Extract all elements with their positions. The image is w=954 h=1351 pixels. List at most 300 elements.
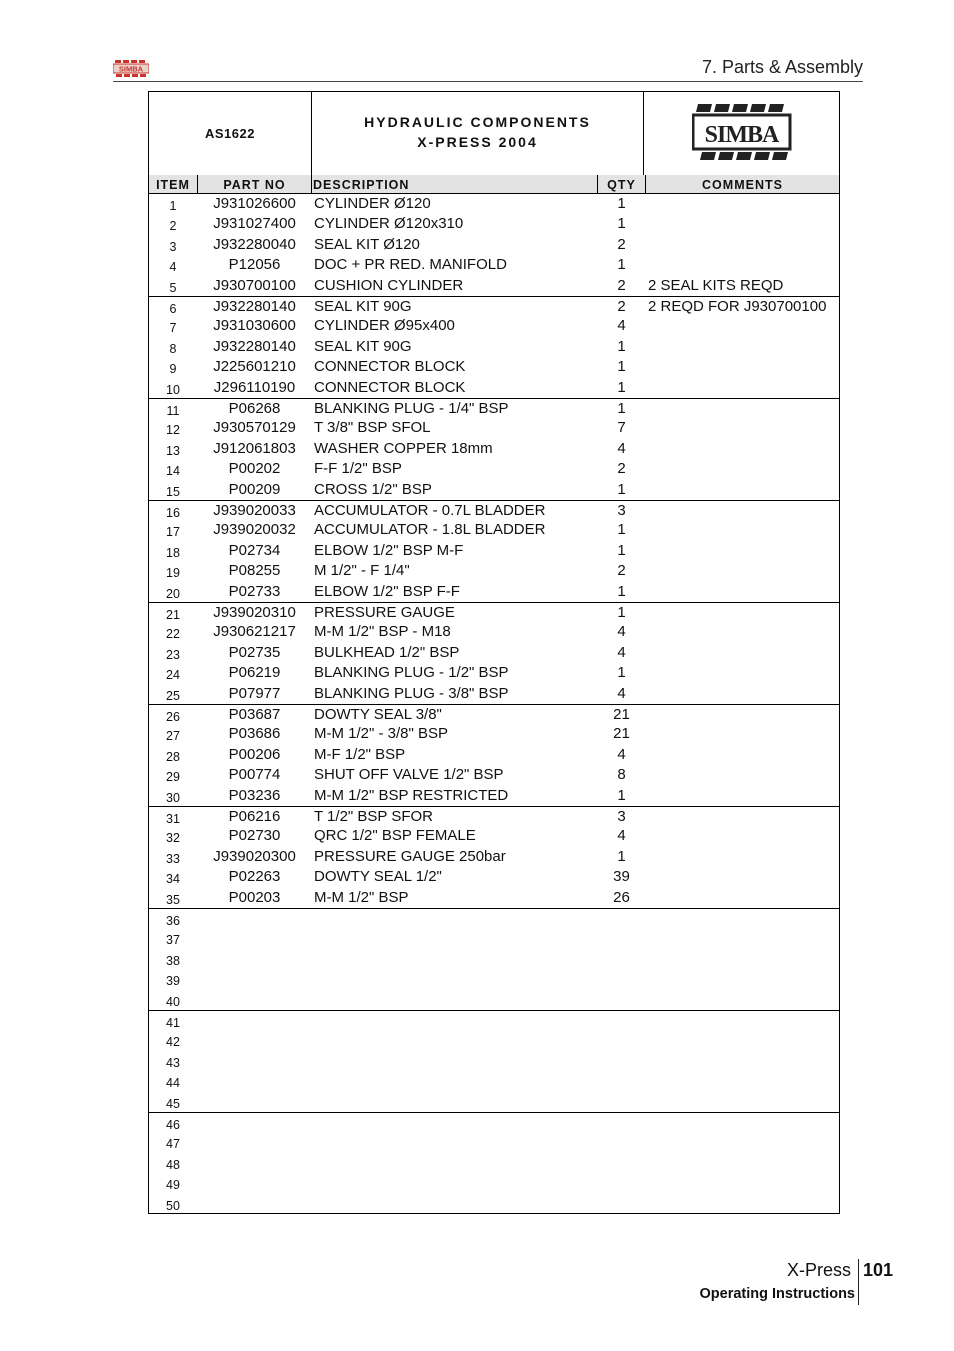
cell-comments bbox=[648, 1030, 841, 1050]
cell-item: 15 bbox=[166, 484, 180, 499]
cell-item: 20 bbox=[166, 586, 180, 601]
cell-description bbox=[314, 1194, 598, 1214]
cell-part-no bbox=[198, 1092, 311, 1112]
cell-comments bbox=[648, 418, 841, 438]
table-row bbox=[149, 745, 839, 765]
col-comments: COMMENTS bbox=[702, 178, 783, 192]
cell-qty: 1 bbox=[617, 195, 626, 212]
header-rule bbox=[113, 81, 863, 82]
cell-part-no bbox=[198, 1113, 311, 1133]
cell-qty bbox=[598, 1071, 645, 1091]
cell-part-no: J939020032 bbox=[213, 521, 296, 539]
cell-comments bbox=[648, 684, 841, 704]
cell-comments bbox=[648, 214, 841, 234]
table-row bbox=[149, 194, 839, 214]
table-row bbox=[149, 1051, 839, 1071]
cell-part-no: P03687 bbox=[228, 706, 281, 723]
cell-description: BLANKING PLUG - 1/2" BSP bbox=[314, 664, 509, 682]
table-row bbox=[149, 928, 839, 948]
cell-qty: 1 bbox=[617, 378, 626, 396]
cell-description: M-M 1/2" BSP - M18 bbox=[314, 623, 451, 641]
cell-part-no: J930621217 bbox=[213, 623, 296, 641]
cell-comments bbox=[648, 520, 841, 540]
cell-description: SHUT OFF VALVE 1/2" BSP bbox=[314, 766, 504, 784]
cell-description: WASHER COPPER 18mm bbox=[314, 439, 493, 457]
cell-comments bbox=[648, 501, 841, 521]
cell-description: F-F 1/2" BSP bbox=[314, 460, 402, 478]
table-row bbox=[149, 1194, 839, 1214]
cell-qty: 1 bbox=[617, 337, 626, 355]
cell-qty bbox=[598, 949, 645, 969]
title-box bbox=[149, 92, 839, 176]
table-row bbox=[149, 1010, 839, 1031]
assembly-title-line2: X-PRESS 2004 bbox=[417, 134, 538, 150]
column-header-row bbox=[149, 175, 839, 194]
cell-item: 28 bbox=[166, 749, 180, 764]
table-row bbox=[149, 1030, 839, 1050]
cell-description: CROSS 1/2" BSP bbox=[314, 480, 432, 498]
parts-sheet bbox=[148, 91, 840, 1214]
table-row bbox=[149, 561, 839, 581]
cell-comments bbox=[648, 663, 841, 683]
table-row bbox=[149, 602, 839, 623]
cell-item: 2 bbox=[169, 219, 177, 234]
cell-part-no: J931030600 bbox=[213, 317, 296, 335]
cell-comments bbox=[648, 826, 841, 846]
cell-item: 42 bbox=[166, 1035, 180, 1050]
cell-item: 41 bbox=[166, 1016, 180, 1030]
cell-part-no: P12056 bbox=[228, 256, 281, 274]
brand-logo-text: SIMBA bbox=[704, 121, 779, 148]
cell-comments: 2 SEAL KITS REQD bbox=[648, 276, 784, 294]
cell-qty: 4 bbox=[617, 745, 626, 763]
cell-part-no bbox=[198, 1011, 311, 1031]
cell-comments bbox=[648, 909, 841, 929]
cell-description: M-M 1/2" - 3/8" BSP bbox=[314, 725, 449, 743]
cell-description: CONNECTOR BLOCK bbox=[314, 378, 466, 396]
cell-qty: 1 bbox=[617, 604, 626, 621]
col-qty: QTY bbox=[598, 175, 646, 193]
cell-part-no bbox=[198, 1153, 311, 1173]
cell-comments: 2 REQD FOR J930700100 bbox=[648, 298, 827, 315]
cell-part-no: J930700100 bbox=[213, 276, 296, 294]
page-number: 101 bbox=[863, 1260, 894, 1280]
cell-description: ELBOW 1/2" BSP F-F bbox=[314, 582, 460, 600]
cell-comments bbox=[648, 1092, 841, 1112]
table-row bbox=[149, 296, 839, 317]
cell-comments bbox=[648, 786, 841, 806]
cell-qty: 1 bbox=[617, 786, 626, 804]
table-row bbox=[149, 500, 839, 521]
table-row bbox=[149, 1071, 839, 1091]
cell-qty bbox=[598, 990, 645, 1010]
cell-item: 19 bbox=[166, 566, 180, 581]
table-row bbox=[149, 1112, 839, 1133]
table-row bbox=[149, 520, 839, 540]
cell-item: 33 bbox=[166, 851, 180, 866]
cell-qty: 4 bbox=[617, 643, 626, 661]
cell-description: CYLINDER Ø120 bbox=[314, 195, 431, 212]
cell-description: DOC + PR RED. MANIFOLD bbox=[314, 256, 507, 274]
footer-divider bbox=[858, 1259, 859, 1305]
cell-comments bbox=[648, 643, 841, 663]
cell-item: 47 bbox=[166, 1137, 180, 1152]
cell-part-no: P02735 bbox=[228, 643, 281, 661]
cell-item: 38 bbox=[166, 953, 180, 968]
table-row bbox=[149, 398, 839, 419]
cell-qty: 2 bbox=[617, 235, 626, 253]
cell-comments bbox=[648, 603, 841, 623]
cell-qty: 4 bbox=[617, 623, 626, 641]
cell-item: 17 bbox=[166, 525, 180, 540]
cell-qty bbox=[598, 928, 645, 948]
table-row bbox=[149, 724, 839, 744]
cell-part-no: P03686 bbox=[228, 725, 281, 743]
cell-description bbox=[314, 1071, 598, 1091]
cell-part-no: P02734 bbox=[228, 541, 281, 559]
table-row bbox=[149, 847, 839, 867]
cell-qty: 39 bbox=[613, 868, 630, 886]
cell-part-no: P07977 bbox=[228, 684, 281, 702]
table-row bbox=[149, 1132, 839, 1152]
header-logo-text: SIMBA bbox=[118, 64, 144, 74]
table-row bbox=[149, 276, 839, 296]
table-row bbox=[149, 214, 839, 234]
cell-description: ELBOW 1/2" BSP M-F bbox=[314, 541, 464, 559]
cell-part-no: P06216 bbox=[228, 808, 281, 825]
cell-part-no: J930570129 bbox=[213, 419, 296, 437]
cell-item: 4 bbox=[169, 260, 177, 275]
cell-comments bbox=[648, 255, 841, 275]
cell-part-no: P00209 bbox=[228, 480, 281, 498]
table-row bbox=[149, 337, 839, 357]
cell-comments bbox=[648, 807, 841, 827]
cell-comments bbox=[648, 867, 841, 887]
table-row bbox=[149, 1173, 839, 1193]
cell-description: CYLINDER Ø120x310 bbox=[314, 215, 464, 233]
cell-item: 6 bbox=[169, 302, 177, 316]
cell-description bbox=[314, 990, 598, 1010]
cell-item: 25 bbox=[166, 688, 180, 703]
cell-part-no bbox=[198, 1194, 311, 1214]
cell-comments bbox=[648, 847, 841, 867]
cell-comments bbox=[648, 357, 841, 377]
cell-part-no: J912061803 bbox=[213, 439, 296, 457]
cell-comments bbox=[648, 1173, 841, 1193]
cell-comments bbox=[648, 235, 841, 255]
cell-item: 14 bbox=[166, 464, 180, 479]
cell-item: 1 bbox=[169, 199, 177, 213]
cell-comments bbox=[648, 969, 841, 989]
cell-comments bbox=[648, 1071, 841, 1091]
cell-item: 16 bbox=[166, 506, 180, 520]
table-row bbox=[149, 480, 839, 500]
cell-item: 46 bbox=[166, 1118, 180, 1132]
section-title: 7. Parts & Assembly bbox=[701, 57, 863, 77]
footer-product: X-Press bbox=[787, 1260, 852, 1280]
cell-qty: 7 bbox=[617, 419, 626, 437]
cell-part-no: J296110190 bbox=[213, 378, 296, 396]
cell-description: ACCUMULATOR - 1.8L BLADDER bbox=[314, 521, 546, 539]
table-row bbox=[149, 990, 839, 1010]
table-row bbox=[149, 969, 839, 989]
cell-qty: 3 bbox=[617, 808, 626, 825]
table-row bbox=[149, 459, 839, 479]
cell-item: 9 bbox=[169, 362, 177, 377]
assembly-code: AS1622 bbox=[149, 92, 312, 175]
cell-comments bbox=[648, 561, 841, 581]
table-row bbox=[149, 418, 839, 438]
cell-comments bbox=[648, 1011, 841, 1031]
cell-item: 5 bbox=[169, 280, 177, 295]
cell-item: 39 bbox=[166, 974, 180, 989]
cell-item: 3 bbox=[169, 239, 177, 254]
cell-item: 26 bbox=[166, 710, 180, 724]
cell-item: 29 bbox=[166, 770, 180, 785]
cell-qty: 1 bbox=[617, 847, 626, 865]
cell-description: BLANKING PLUG - 3/8" BSP bbox=[314, 684, 509, 702]
cell-part-no: J939020310 bbox=[213, 604, 296, 621]
footer-subtitle: Operating Instructions bbox=[699, 1286, 855, 1302]
cell-description: BULKHEAD 1/2" BSP bbox=[314, 643, 460, 661]
col-description: DESCRIPTION bbox=[313, 175, 598, 193]
cell-qty bbox=[598, 1153, 645, 1173]
cell-part-no: P03236 bbox=[228, 786, 281, 804]
table-row bbox=[149, 826, 839, 846]
table-row bbox=[149, 908, 839, 929]
cell-description bbox=[314, 1173, 598, 1193]
table-row bbox=[149, 867, 839, 887]
cell-part-no: P06268 bbox=[228, 400, 281, 417]
cell-description: PRESSURE GAUGE bbox=[314, 604, 455, 621]
table-row bbox=[149, 622, 839, 642]
table-row bbox=[149, 357, 839, 377]
cell-comments bbox=[648, 1113, 841, 1133]
cell-description: M 1/2" - F 1/4" bbox=[314, 562, 410, 580]
cell-part-no bbox=[198, 1030, 311, 1050]
cell-part-no: P06219 bbox=[228, 664, 281, 682]
cell-description: M-F 1/2" BSP bbox=[314, 745, 406, 763]
assembly-title-line1: HYDRAULIC COMPONENTS bbox=[364, 114, 591, 130]
table-row bbox=[149, 806, 839, 827]
cell-part-no bbox=[198, 990, 311, 1010]
table-row bbox=[149, 786, 839, 806]
cell-part-no: J931027400 bbox=[213, 215, 296, 233]
cell-item: 24 bbox=[166, 668, 180, 683]
cell-item: 8 bbox=[169, 341, 177, 356]
cell-description: T 3/8" BSP SFOL bbox=[314, 419, 431, 437]
table-row bbox=[149, 663, 839, 683]
cell-description: BLANKING PLUG - 1/4" BSP bbox=[314, 400, 509, 417]
cell-description bbox=[314, 969, 598, 989]
cell-qty bbox=[598, 1194, 645, 1214]
cell-item: 18 bbox=[166, 545, 180, 560]
cell-qty: 1 bbox=[617, 256, 626, 274]
cell-part-no bbox=[198, 1051, 311, 1071]
cell-comments bbox=[648, 378, 841, 398]
table-row bbox=[149, 582, 839, 602]
cell-comments bbox=[648, 399, 841, 419]
cell-comments bbox=[648, 1153, 841, 1173]
cell-description bbox=[314, 1153, 598, 1173]
cell-item: 31 bbox=[166, 812, 180, 826]
cell-part-no: J931026600 bbox=[213, 195, 296, 212]
cell-qty bbox=[598, 1132, 645, 1152]
cell-description: DOWTY SEAL 1/2" bbox=[314, 868, 442, 886]
cell-qty: 1 bbox=[617, 521, 626, 539]
cell-part-no: P02733 bbox=[228, 582, 281, 600]
cell-part-no bbox=[198, 1132, 311, 1152]
cell-part-no bbox=[198, 1071, 311, 1091]
cell-comments bbox=[648, 541, 841, 561]
cell-qty bbox=[598, 1030, 645, 1050]
table-row bbox=[149, 378, 839, 398]
cell-qty: 1 bbox=[617, 215, 626, 233]
cell-item: 44 bbox=[166, 1076, 180, 1091]
cell-part-no bbox=[198, 928, 311, 948]
cell-qty: 2 bbox=[617, 460, 626, 478]
cell-item: 50 bbox=[166, 1198, 180, 1213]
table-row bbox=[149, 235, 839, 255]
cell-comments bbox=[648, 622, 841, 642]
cell-item: 48 bbox=[166, 1157, 180, 1172]
cell-part-no: P08255 bbox=[228, 562, 281, 580]
cell-qty: 21 bbox=[613, 706, 630, 723]
cell-description bbox=[314, 1051, 598, 1071]
cell-part-no: J939020033 bbox=[213, 502, 296, 519]
table-row bbox=[149, 765, 839, 785]
cell-item: 7 bbox=[169, 321, 177, 336]
cell-qty: 4 bbox=[617, 439, 626, 457]
cell-comments bbox=[648, 888, 841, 908]
cell-item: 40 bbox=[166, 994, 180, 1009]
cell-description: CONNECTOR BLOCK bbox=[314, 358, 466, 376]
cell-qty: 26 bbox=[613, 888, 630, 906]
cell-comments bbox=[648, 705, 841, 725]
cell-qty: 4 bbox=[617, 827, 626, 845]
cell-item: 13 bbox=[166, 443, 180, 458]
header-logo bbox=[113, 60, 149, 77]
cell-qty: 2 bbox=[617, 298, 626, 315]
cell-comments bbox=[648, 1194, 841, 1214]
cell-comments bbox=[648, 316, 841, 336]
cell-description bbox=[314, 1113, 598, 1133]
cell-item: 12 bbox=[166, 423, 180, 438]
table-row bbox=[149, 684, 839, 704]
cell-qty: 4 bbox=[617, 684, 626, 702]
cell-item: 27 bbox=[166, 729, 180, 744]
col-item: ITEM bbox=[149, 175, 198, 193]
cell-comments bbox=[648, 949, 841, 969]
cell-item: 23 bbox=[166, 647, 180, 662]
cell-comments bbox=[648, 459, 841, 479]
cell-item: 32 bbox=[166, 831, 180, 846]
cell-part-no: J939020300 bbox=[213, 847, 296, 865]
cell-description: CUSHION CYLINDER bbox=[314, 276, 464, 294]
table-row bbox=[149, 1092, 839, 1112]
cell-description: T 1/2" BSP SFOR bbox=[314, 808, 433, 825]
cell-description: DOWTY SEAL 3/8" bbox=[314, 706, 442, 723]
cell-comments bbox=[648, 745, 841, 765]
table-row bbox=[149, 643, 839, 663]
cell-qty bbox=[598, 1011, 645, 1031]
cell-part-no: P02730 bbox=[228, 827, 281, 845]
table-row bbox=[149, 949, 839, 969]
cell-qty: 1 bbox=[617, 541, 626, 559]
cell-qty: 3 bbox=[617, 502, 626, 519]
table-row bbox=[149, 704, 839, 725]
cell-part-no bbox=[198, 969, 311, 989]
cell-comments bbox=[648, 480, 841, 500]
cell-description: M-M 1/2" BSP RESTRICTED bbox=[314, 786, 509, 804]
cell-item: 45 bbox=[166, 1096, 180, 1111]
cell-description: CYLINDER Ø95x400 bbox=[314, 317, 455, 335]
table-row bbox=[149, 255, 839, 275]
col-part-no: PART NO bbox=[198, 175, 312, 193]
cell-qty bbox=[598, 1173, 645, 1193]
cell-qty: 1 bbox=[617, 480, 626, 498]
cell-part-no bbox=[198, 949, 311, 969]
cell-qty: 1 bbox=[617, 664, 626, 682]
cell-description: M-M 1/2" BSP bbox=[314, 888, 409, 906]
cell-item: 10 bbox=[166, 382, 180, 397]
table-row bbox=[149, 1153, 839, 1173]
cell-item: 43 bbox=[166, 1055, 180, 1070]
assembly-title bbox=[312, 92, 644, 175]
cell-qty: 2 bbox=[617, 562, 626, 580]
cell-description bbox=[314, 1092, 598, 1112]
cell-item: 11 bbox=[166, 404, 180, 418]
cell-comments bbox=[648, 1051, 841, 1071]
cell-comments bbox=[648, 194, 841, 214]
cell-comments bbox=[648, 928, 841, 948]
cell-qty: 1 bbox=[617, 582, 626, 600]
cell-comments bbox=[648, 582, 841, 602]
cell-item: 34 bbox=[166, 872, 180, 887]
cell-description: SEAL KIT 90G bbox=[314, 337, 412, 355]
cell-description: SEAL KIT Ø120 bbox=[314, 235, 420, 253]
cell-part-no bbox=[198, 1173, 311, 1193]
cell-description bbox=[314, 909, 598, 929]
cell-part-no: P00774 bbox=[228, 766, 281, 784]
cell-qty: 21 bbox=[613, 725, 630, 743]
cell-comments bbox=[648, 439, 841, 459]
cell-qty: 1 bbox=[617, 400, 626, 417]
cell-part-no: P02263 bbox=[228, 868, 281, 886]
cell-part-no bbox=[198, 909, 311, 929]
cell-comments bbox=[648, 765, 841, 785]
cell-qty bbox=[598, 969, 645, 989]
cell-qty: 1 bbox=[617, 358, 626, 376]
cell-qty bbox=[598, 1092, 645, 1112]
cell-item: 30 bbox=[166, 790, 180, 805]
cell-item: 37 bbox=[166, 933, 180, 948]
cell-description bbox=[314, 949, 598, 969]
cell-comments bbox=[648, 990, 841, 1010]
cell-item: 49 bbox=[166, 1178, 180, 1193]
cell-description: ACCUMULATOR - 0.7L BLADDER bbox=[314, 502, 546, 519]
cell-description bbox=[314, 1030, 598, 1050]
cell-description bbox=[314, 1011, 598, 1031]
cell-qty: 8 bbox=[617, 766, 626, 784]
cell-item: 21 bbox=[166, 608, 180, 622]
table-row bbox=[149, 541, 839, 561]
cell-description: PRESSURE GAUGE 250bar bbox=[314, 847, 506, 865]
table-row bbox=[149, 316, 839, 336]
cell-part-no: J932280140 bbox=[213, 298, 296, 315]
cell-part-no: J932280140 bbox=[213, 337, 296, 355]
cell-qty bbox=[598, 1113, 645, 1133]
